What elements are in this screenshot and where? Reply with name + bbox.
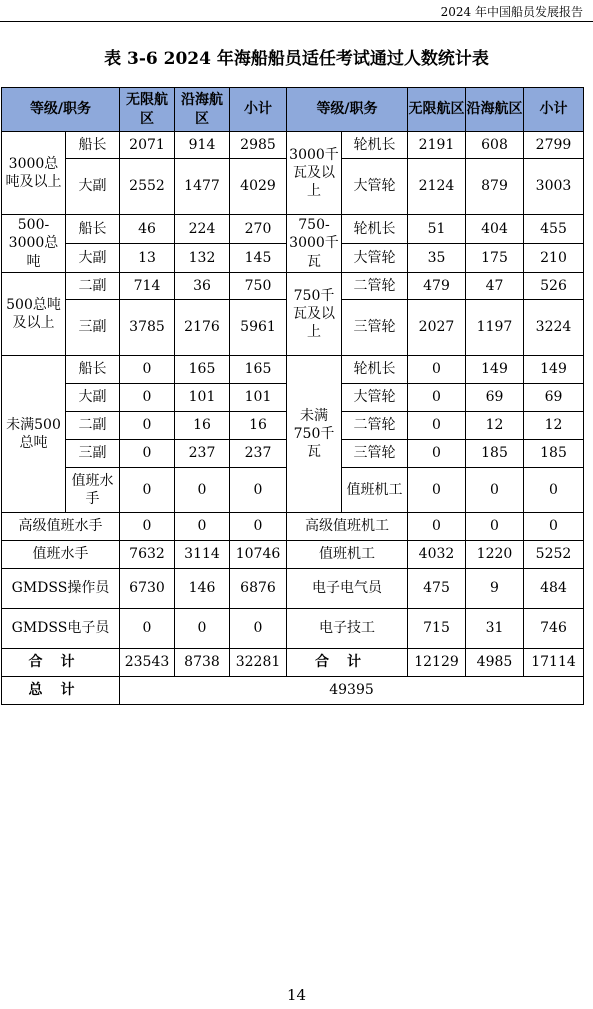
value-cell: 51 <box>408 215 466 244</box>
value-cell: 404 <box>466 215 524 244</box>
value-cell: 46 <box>120 215 175 244</box>
value-cell: 484 <box>524 569 584 609</box>
value-cell: 914 <box>175 132 230 159</box>
value-cell: 0 <box>230 468 287 513</box>
value-cell: 3785 <box>120 300 175 356</box>
value-cell: 479 <box>408 273 466 300</box>
col-subtotal-right: 小计 <box>524 88 584 132</box>
value-cell: 0 <box>175 513 230 541</box>
table-row <box>2 273 584 300</box>
duty-cell: 船长 <box>66 215 120 244</box>
col-grade-duty-right: 等级/职务 <box>287 88 408 132</box>
value-cell: 750 <box>230 273 287 300</box>
value-cell: 17114 <box>524 649 584 677</box>
value-cell: 165 <box>230 356 287 384</box>
subtotal-label: 合计 <box>2 649 120 677</box>
table-row <box>2 569 584 609</box>
value-cell: 6876 <box>230 569 287 609</box>
value-cell: 0 <box>230 609 287 649</box>
value-cell: 2191 <box>408 132 466 159</box>
duty-cell: 二管轮 <box>342 273 408 300</box>
duty-cell: 船长 <box>66 132 120 159</box>
value-cell: 3003 <box>524 159 584 215</box>
header-row <box>2 88 584 132</box>
grade-cell: 未满500总吨 <box>2 356 66 513</box>
value-cell: 175 <box>466 244 524 273</box>
running-header: 2024 年中国船员发展报告 <box>440 5 583 19</box>
value-cell: 1477 <box>175 159 230 215</box>
value-cell: 0 <box>120 356 175 384</box>
value-cell: 270 <box>230 215 287 244</box>
value-cell: 2985 <box>230 132 287 159</box>
value-cell: 0 <box>524 513 584 541</box>
grade-cell: 未满750千瓦 <box>287 356 342 513</box>
col-coastal-left: 沿海航区 <box>175 88 230 132</box>
value-cell: 4029 <box>230 159 287 215</box>
value-cell: 608 <box>466 132 524 159</box>
value-cell: 714 <box>120 273 175 300</box>
grand-total-label: 总计 <box>2 677 120 705</box>
duty-cell: 值班水手 <box>66 468 120 513</box>
value-cell: 0 <box>408 384 466 412</box>
value-cell: 0 <box>175 468 230 513</box>
grade-cell: 500总吨及以上 <box>2 273 66 356</box>
value-cell: 69 <box>524 384 584 412</box>
duty-cell: 电子技工 <box>287 609 408 649</box>
value-cell: 475 <box>408 569 466 609</box>
value-cell: 149 <box>466 356 524 384</box>
value-cell: 185 <box>524 440 584 468</box>
grand-total-row <box>2 677 584 705</box>
value-cell: 13 <box>120 244 175 273</box>
value-cell: 12 <box>524 412 584 440</box>
grade-cell: 750千瓦及以上 <box>287 273 342 356</box>
value-cell: 224 <box>175 215 230 244</box>
value-cell: 2027 <box>408 300 466 356</box>
value-cell: 31 <box>466 609 524 649</box>
table-title: 表 3-6 2024 年海船船员适任考试通过人数统计表 <box>104 49 489 69</box>
value-cell: 746 <box>524 609 584 649</box>
value-cell: 2552 <box>120 159 175 215</box>
duty-cell: 高级值班机工 <box>287 513 408 541</box>
value-cell: 16 <box>230 412 287 440</box>
table-row <box>2 356 584 384</box>
duty-cell: 大副 <box>66 384 120 412</box>
value-cell: 101 <box>175 384 230 412</box>
duty-cell: 大副 <box>66 159 120 215</box>
value-cell: 237 <box>230 440 287 468</box>
grade-cell: 3000总吨及以上 <box>2 132 66 215</box>
value-cell: 185 <box>466 440 524 468</box>
table-row <box>2 132 584 159</box>
duty-cell: 电子电气员 <box>287 569 408 609</box>
duty-cell: 二管轮 <box>342 412 408 440</box>
value-cell: 0 <box>175 609 230 649</box>
value-cell: 146 <box>175 569 230 609</box>
table-row <box>2 215 584 244</box>
value-cell: 0 <box>120 384 175 412</box>
value-cell: 0 <box>230 513 287 541</box>
value-cell: 36 <box>175 273 230 300</box>
col-unlimited-left: 无限航区 <box>120 88 175 132</box>
duty-cell: 高级值班水手 <box>2 513 120 541</box>
value-cell: 0 <box>120 513 175 541</box>
value-cell: 0 <box>120 468 175 513</box>
value-cell: 165 <box>175 356 230 384</box>
col-grade-duty-left: 等级/职务 <box>2 88 120 132</box>
duty-cell: 三管轮 <box>342 440 408 468</box>
value-cell: 0 <box>120 412 175 440</box>
value-cell: 2176 <box>175 300 230 356</box>
table-row <box>2 513 584 541</box>
duty-cell: 三副 <box>66 300 120 356</box>
duty-cell: 大管轮 <box>342 159 408 215</box>
value-cell: 32281 <box>230 649 287 677</box>
value-cell: 210 <box>524 244 584 273</box>
col-coastal-right: 沿海航区 <box>466 88 524 132</box>
value-cell: 1197 <box>466 300 524 356</box>
value-cell: 12 <box>466 412 524 440</box>
value-cell: 4032 <box>408 541 466 569</box>
value-cell: 3224 <box>524 300 584 356</box>
duty-cell: 轮机长 <box>342 356 408 384</box>
duty-cell: 二副 <box>66 273 120 300</box>
value-cell: 9 <box>466 569 524 609</box>
duty-cell: 轮机长 <box>342 215 408 244</box>
value-cell: 10746 <box>230 541 287 569</box>
value-cell: 132 <box>175 244 230 273</box>
value-cell: 0 <box>408 412 466 440</box>
value-cell: 0 <box>408 513 466 541</box>
value-cell: 16 <box>175 412 230 440</box>
value-cell: 0 <box>120 609 175 649</box>
value-cell: 715 <box>408 609 466 649</box>
value-cell: 5252 <box>524 541 584 569</box>
duty-cell: 船长 <box>66 356 120 384</box>
value-cell: 145 <box>230 244 287 273</box>
value-cell: 455 <box>524 215 584 244</box>
exam-pass-table <box>1 87 584 705</box>
grade-cell: 500-3000总吨 <box>2 215 66 273</box>
col-unlimited-right: 无限航区 <box>408 88 466 132</box>
duty-cell: GMDSS操作员 <box>2 569 120 609</box>
duty-cell: 大管轮 <box>342 244 408 273</box>
table-row <box>2 609 584 649</box>
subtotal-row <box>2 649 584 677</box>
value-cell: 5961 <box>230 300 287 356</box>
value-cell: 23543 <box>120 649 175 677</box>
value-cell: 526 <box>524 273 584 300</box>
value-cell: 0 <box>408 468 466 513</box>
duty-cell: 三副 <box>66 440 120 468</box>
table-row <box>2 541 584 569</box>
value-cell: 0 <box>466 468 524 513</box>
value-cell: 69 <box>466 384 524 412</box>
duty-cell: GMDSS电子员 <box>2 609 120 649</box>
grand-total-value: 49395 <box>120 677 584 705</box>
value-cell: 1220 <box>466 541 524 569</box>
header-rule <box>0 21 593 22</box>
value-cell: 0 <box>466 513 524 541</box>
duty-cell: 值班机工 <box>287 541 408 569</box>
duty-cell: 轮机长 <box>342 132 408 159</box>
grade-cell: 3000千瓦及以上 <box>287 132 342 215</box>
grade-cell: 750-3000千瓦 <box>287 215 342 273</box>
duty-cell: 二副 <box>66 412 120 440</box>
value-cell: 3114 <box>175 541 230 569</box>
value-cell: 0 <box>408 356 466 384</box>
col-subtotal-left: 小计 <box>230 88 287 132</box>
value-cell: 101 <box>230 384 287 412</box>
duty-cell: 大副 <box>66 244 120 273</box>
duty-cell: 大管轮 <box>342 384 408 412</box>
value-cell: 47 <box>466 273 524 300</box>
value-cell: 6730 <box>120 569 175 609</box>
duty-cell: 三管轮 <box>342 300 408 356</box>
value-cell: 879 <box>466 159 524 215</box>
value-cell: 237 <box>175 440 230 468</box>
value-cell: 7632 <box>120 541 175 569</box>
value-cell: 149 <box>524 356 584 384</box>
value-cell: 0 <box>524 468 584 513</box>
value-cell: 35 <box>408 244 466 273</box>
duty-cell: 值班机工 <box>342 468 408 513</box>
value-cell: 4985 <box>466 649 524 677</box>
subtotal-label: 合计 <box>287 649 408 677</box>
value-cell: 0 <box>120 440 175 468</box>
duty-cell: 值班水手 <box>2 541 120 569</box>
value-cell: 2071 <box>120 132 175 159</box>
value-cell: 0 <box>408 440 466 468</box>
value-cell: 8738 <box>175 649 230 677</box>
value-cell: 12129 <box>408 649 466 677</box>
value-cell: 2799 <box>524 132 584 159</box>
page-header <box>0 0 593 22</box>
value-cell: 2124 <box>408 159 466 215</box>
page-number: 14 <box>286 986 307 1004</box>
